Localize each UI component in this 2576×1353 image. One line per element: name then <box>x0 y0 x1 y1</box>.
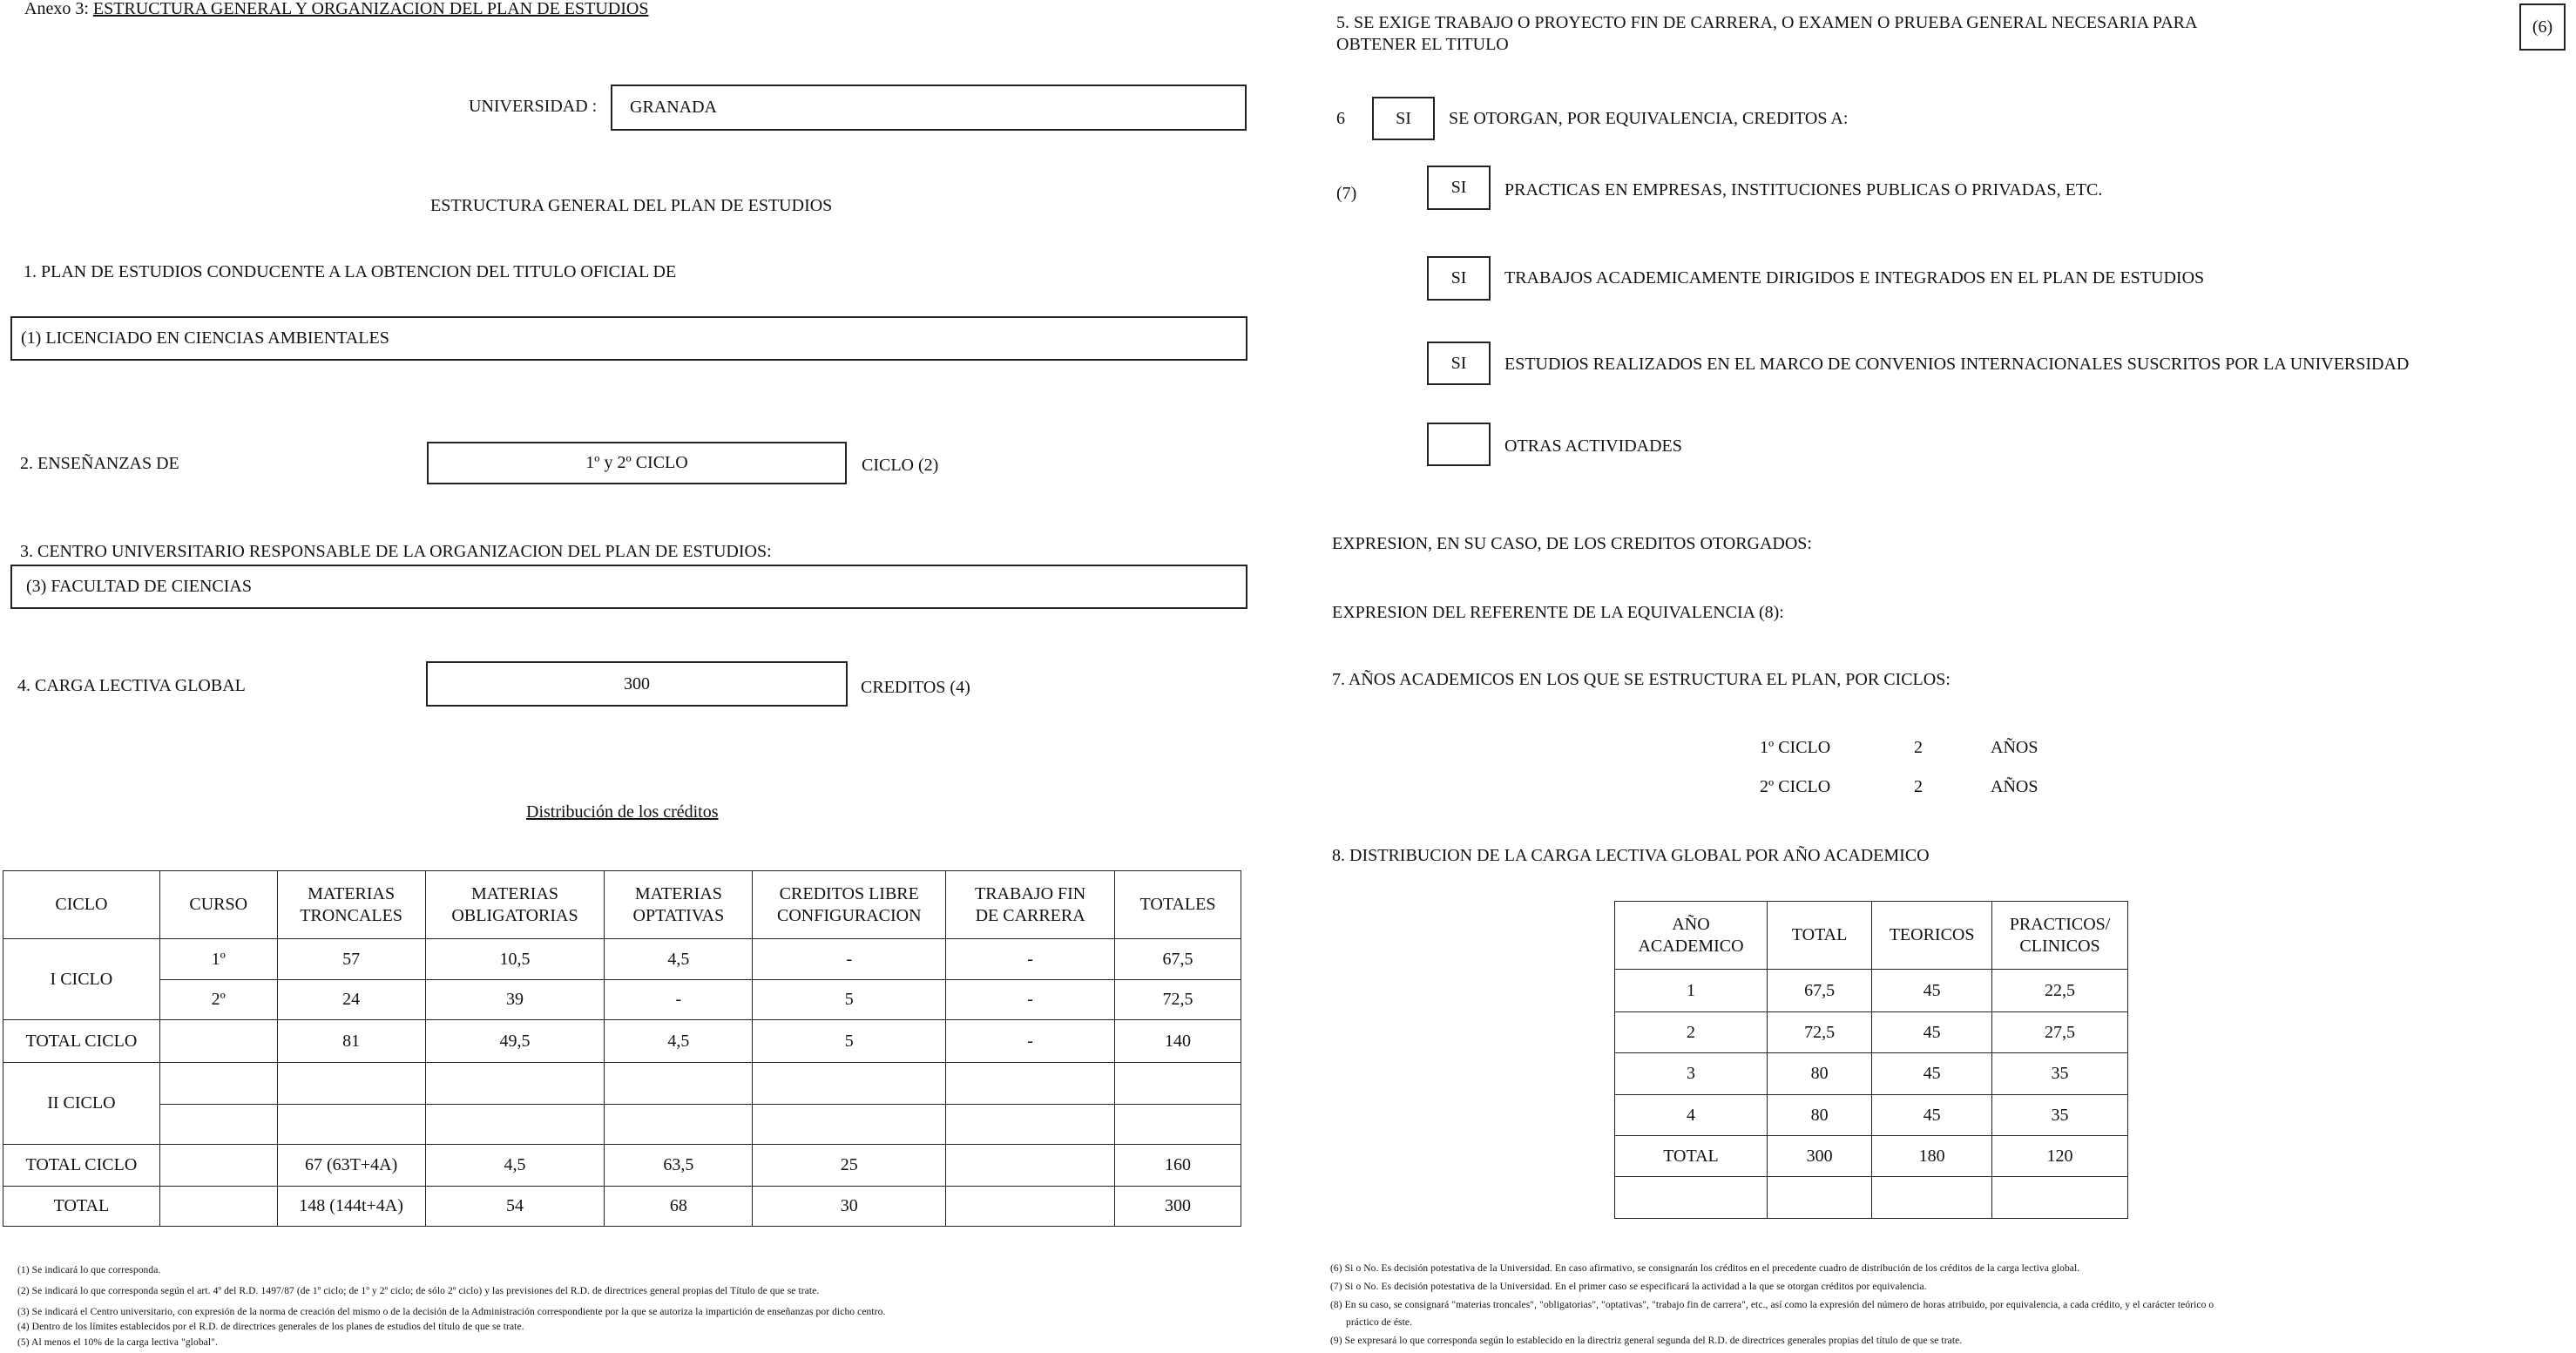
university-field <box>611 85 1247 131</box>
footnote-7: (7) Si o No. Es decisión potestativa de la Universidad. En el primer caso se especificará la actividad a la que se otorgan créditos por equivalencia. <box>1330 1282 1927 1292</box>
table-cell: 25 <box>753 1145 946 1187</box>
footnote-5: (5) Al menos el 10% de la carga lectiva "global". <box>17 1337 218 1348</box>
annex-prefix: Anexo 3: <box>24 0 89 18</box>
q6-si-box <box>1372 97 1435 140</box>
table-cell: 148 (144t+4A) <box>277 1187 425 1227</box>
table-cell <box>1115 1105 1241 1145</box>
table-cell: 35 <box>1992 1053 2128 1095</box>
table-cell: 300 <box>1768 1136 1872 1177</box>
q7-label: 7. AÑOS ACADEMICOS EN LOS QUE SE ESTRUCTURA EL PLAN, POR CICLOS: <box>1332 670 1951 689</box>
table-cell: 39 <box>425 980 605 1020</box>
centre-value: (3) FACULTAD DE CIENCIAS <box>26 577 252 596</box>
q6-si: SI <box>1396 108 1411 128</box>
table-cell <box>1992 1177 2128 1219</box>
table-cell: 4 <box>1615 1095 1768 1136</box>
header-curso: CURSO <box>159 871 277 939</box>
table-cell: 45 <box>1872 1053 1992 1095</box>
header-teoricos: TEORICOS <box>1872 902 1992 970</box>
table-cell: 80 <box>1768 1053 1872 1095</box>
header-trabajo-fin: TRABAJO FIN DE CARRERA <box>946 871 1115 939</box>
centre-field <box>10 565 1247 609</box>
table-cell: TOTAL <box>3 1187 160 1227</box>
option-1-box <box>1427 166 1491 210</box>
table-cell: - <box>605 980 753 1020</box>
option-2-value: SI <box>1450 268 1467 288</box>
ciclo1-years-unit: AÑOS <box>1991 738 2038 757</box>
q8-label: 8. DISTRIBUCION DE LA CARGA LECTIVA GLOBAL POR AÑO ACADEMICO <box>1332 846 1930 865</box>
table-cell: 45 <box>1872 1012 1992 1053</box>
table-cell: 1 <box>1615 970 1768 1012</box>
table-row <box>3 939 1241 980</box>
load-field <box>426 661 848 707</box>
table-cell: 120 <box>1992 1136 2128 1177</box>
table-cell: 68 <box>605 1187 753 1227</box>
table-row <box>1615 1177 2128 1219</box>
total-row <box>1615 1136 2128 1177</box>
table-cell <box>946 1063 1115 1105</box>
q4-label: 4. CARGA LECTIVA GLOBAL <box>17 676 246 695</box>
table-cell: 300 <box>1115 1187 1241 1227</box>
table-cell: 49,5 <box>425 1020 605 1063</box>
table-cell: 67,5 <box>1115 939 1241 980</box>
table-cell: 30 <box>753 1187 946 1227</box>
table-cell: 140 <box>1115 1020 1241 1063</box>
table-cell: 27,5 <box>1992 1012 2128 1053</box>
header-optativas: MATERIAS OPTATIVAS <box>605 871 753 939</box>
table-cell: 2º <box>159 980 277 1020</box>
q3-label: 3. CENTRO UNIVERSITARIO RESPONSABLE DE LA ORGANIZACION DEL PLAN DE ESTUDIOS: <box>20 542 772 561</box>
ciclo2-years-label: 2º CICLO <box>1760 777 1831 796</box>
option-2-label: TRABAJOS ACADEMICAMENTE DIRIGIDOS E INTEGRADOS EN EL PLAN DE ESTUDIOS <box>1504 268 2205 288</box>
ciclo1-years-label: 1º CICLO <box>1760 738 1831 757</box>
q6-label: SE OTORGAN, POR EQUIVALENCIA, CREDITOS A: <box>1449 109 1849 128</box>
table-row <box>1615 1012 2128 1053</box>
table-cell: 10,5 <box>425 939 605 980</box>
load-value: 300 <box>624 673 650 693</box>
q2-suffix: CICLO (2) <box>862 456 939 475</box>
table-cell <box>159 1063 277 1105</box>
university-value: GRANADA <box>630 98 717 117</box>
annex-title: ESTRUCTURA GENERAL Y ORGANIZACION DEL PLAN DE ESTUDIOS <box>92 0 649 18</box>
ciclo1-years-value: 2 <box>1914 738 1923 757</box>
table-cell: 80 <box>1768 1095 1872 1136</box>
degree-field <box>10 316 1247 361</box>
header-libre-configuracion: CREDITOS LIBRE CONFIGURACION <box>753 871 946 939</box>
table-cell: - <box>946 939 1115 980</box>
table-row <box>1615 1053 2128 1095</box>
table-cell: TOTAL CICLO <box>3 1020 160 1063</box>
table-cell: 1º <box>159 939 277 980</box>
table-cell: TOTAL CICLO <box>3 1145 160 1187</box>
q7-note: (7) <box>1336 184 1357 203</box>
table-cell: 81 <box>277 1020 425 1063</box>
table-cell: - <box>946 1020 1115 1063</box>
table-row <box>1615 1095 2128 1136</box>
ciclo2-years-value: 2 <box>1914 777 1923 796</box>
table-cell: TOTAL <box>1615 1136 1768 1177</box>
total-row <box>3 1187 1241 1227</box>
table-cell: 3 <box>1615 1053 1768 1095</box>
footnote-8-continued: práctico de éste. <box>1346 1317 1413 1328</box>
q5-line2: OBTENER EL TITULO <box>1336 35 1509 54</box>
annex-heading <box>24 0 648 19</box>
degree-value: (1) LICENCIADO EN CIENCIAS AMBIENTALES <box>21 328 389 348</box>
table-cell <box>425 1063 605 1105</box>
header-ano: AÑO ACADEMICO <box>1615 902 1768 970</box>
table-cell: - <box>753 939 946 980</box>
general-heading: ESTRUCTURA GENERAL DEL PLAN DE ESTUDIOS <box>430 196 833 215</box>
table-cell: 4,5 <box>605 939 753 980</box>
table-row <box>3 1063 1241 1105</box>
table-row <box>3 980 1241 1020</box>
header-ciclo: CICLO <box>3 871 160 939</box>
table-cell: 45 <box>1872 1095 1992 1136</box>
table-cell <box>159 1105 277 1145</box>
table-row <box>3 1105 1241 1145</box>
table-cell: 24 <box>277 980 425 1020</box>
option-4-box <box>1427 423 1491 466</box>
ciclo-field <box>427 442 847 484</box>
university-label: UNIVERSIDAD : <box>469 97 598 116</box>
ciclo2-label: II CICLO <box>3 1063 160 1145</box>
footnote-8: (8) En su caso, se consignará "materias troncales", "obligatorias", "optativas", "trabajo fin de carrera", etc., así como la expresión del número de horas atribuido, por equivalencia, a cada crédito, y el carácter teórico o <box>1330 1300 2214 1310</box>
table-cell <box>946 1187 1115 1227</box>
header-obligatorias: MATERIAS OBLIGATORIAS <box>425 871 605 939</box>
table-cell: 63,5 <box>605 1145 753 1187</box>
q6-number: 6 <box>1336 109 1345 128</box>
table-cell <box>277 1063 425 1105</box>
footnote-4: (4) Dentro de los límites establecidos por el R.D. de directrices generales de los planes de estudios del título de que se trate. <box>17 1322 524 1332</box>
header-total: TOTAL <box>1768 902 1872 970</box>
q5-line1: 5. SE EXIGE TRABAJO O PROYECTO FIN DE CARRERA, O EXAMEN O PRUEBA GENERAL NECESARIA PARA <box>1336 13 2198 32</box>
option-1-label: PRACTICAS EN EMPRESAS, INSTITUCIONES PUBLICAS O PRIVADAS, ETC. <box>1504 180 2103 200</box>
total-ciclo-2-row <box>3 1145 1241 1187</box>
table-cell: 72,5 <box>1115 980 1241 1020</box>
ciclo-value: 1º y 2º CICLO <box>585 453 688 472</box>
table-cell: 4,5 <box>425 1145 605 1187</box>
ciclo1-label: I CICLO <box>3 939 160 1020</box>
header-practicos: PRACTICOS/ CLINICOS <box>1992 902 2128 970</box>
option-3-box <box>1427 342 1491 385</box>
header-troncales: MATERIAS TRONCALES <box>277 871 425 939</box>
q5-mark: (6) <box>2532 17 2553 37</box>
table-cell <box>159 1020 277 1063</box>
table-cell: 2 <box>1615 1012 1768 1053</box>
table-cell <box>605 1063 753 1105</box>
credits-expression: EXPRESION, EN SU CASO, DE LOS CREDITOS OTORGADOS: <box>1332 534 1812 553</box>
table-cell: 72,5 <box>1768 1012 1872 1053</box>
table-cell <box>425 1105 605 1145</box>
table-cell <box>753 1105 946 1145</box>
table-cell: - <box>946 980 1115 1020</box>
distribution-table <box>3 870 1241 1227</box>
table-cell: 5 <box>753 1020 946 1063</box>
table-cell <box>946 1105 1115 1145</box>
distribution-header-row <box>3 871 1241 939</box>
option-2-box <box>1427 256 1491 301</box>
footnote-1: (1) Se indicará lo que corresponda. <box>17 1265 161 1275</box>
table-cell <box>1615 1177 1768 1219</box>
table-cell: 57 <box>277 939 425 980</box>
total-ciclo-1-row <box>3 1020 1241 1063</box>
table-cell <box>753 1063 946 1105</box>
table-row <box>1615 970 2128 1012</box>
table-cell: 54 <box>425 1187 605 1227</box>
header-totales: TOTALES <box>1115 871 1241 939</box>
table-cell: 5 <box>753 980 946 1020</box>
table-cell: 160 <box>1115 1145 1241 1187</box>
table-cell: 180 <box>1872 1136 1992 1177</box>
table-cell: 22,5 <box>1992 970 2128 1012</box>
table-cell <box>605 1105 753 1145</box>
table-cell <box>277 1105 425 1145</box>
ciclo2-years-unit: AÑOS <box>1991 777 2038 796</box>
table-cell <box>159 1145 277 1187</box>
table-cell <box>159 1187 277 1227</box>
q4-suffix: CREDITOS (4) <box>861 678 970 697</box>
table-cell: 67,5 <box>1768 970 1872 1012</box>
equivalence-expression: EXPRESION DEL REFERENTE DE LA EQUIVALENCIA (8): <box>1332 603 1784 622</box>
option-3-value: SI <box>1450 353 1467 373</box>
option-4-label: OTRAS ACTIVIDADES <box>1504 436 1682 456</box>
table-cell: 35 <box>1992 1095 2128 1136</box>
q5-answer-box <box>2519 3 2566 51</box>
q1-label: 1. PLAN DE ESTUDIOS CONDUCENTE A LA OBTENCION DEL TITULO OFICIAL DE <box>24 262 677 281</box>
footnote-9: (9) Se expresará lo que corresponda según lo establecido en la directriz general segunda del R.D. de directrices generales propias del título de que se trate. <box>1330 1336 1963 1346</box>
table-cell: 4,5 <box>605 1020 753 1063</box>
table-cell: 45 <box>1872 970 1992 1012</box>
option-3-label: ESTUDIOS REALIZADOS EN EL MARCO DE CONVENIOS INTERNACIONALES SUSCRITOS POR LA UNIVERSIDAD <box>1504 355 2410 374</box>
table-cell <box>1115 1063 1241 1105</box>
year-distribution-table <box>1614 901 2128 1219</box>
table-cell <box>1872 1177 1992 1219</box>
q2-label: 2. ENSEÑANZAS DE <box>20 454 179 473</box>
footnote-3: (3) Se indicará el Centro universitario, con expresión de la norma de creación del mismo o de la decisión de la Administración correspondiente por la que se autoriza la impartición de enseñanzas por dicho centro. <box>17 1307 886 1317</box>
distribution-title: Distribución de los créditos <box>526 802 719 822</box>
footnote-2: (2) Se indicará lo que corresponda según el art. 4º del R.D. 1497/87 (de 1º ciclo; de 1º y 2º ciclo; de sólo 2º ciclo) y las previsiones del R.D. de directrices general propias del Título de que se trate. <box>17 1286 820 1296</box>
table-cell <box>1768 1177 1872 1219</box>
table-cell: 67 (63T+4A) <box>277 1145 425 1187</box>
footnote-6: (6) Si o No. Es decisión potestativa de la Universidad. En caso afirmativo, se consignarán los créditos en el precedente cuadro de distribución de los créditos de la carga lectiva global. <box>1330 1263 2080 1274</box>
year-header-row <box>1615 902 2128 970</box>
option-1-value: SI <box>1450 178 1467 197</box>
table-cell <box>946 1145 1115 1187</box>
